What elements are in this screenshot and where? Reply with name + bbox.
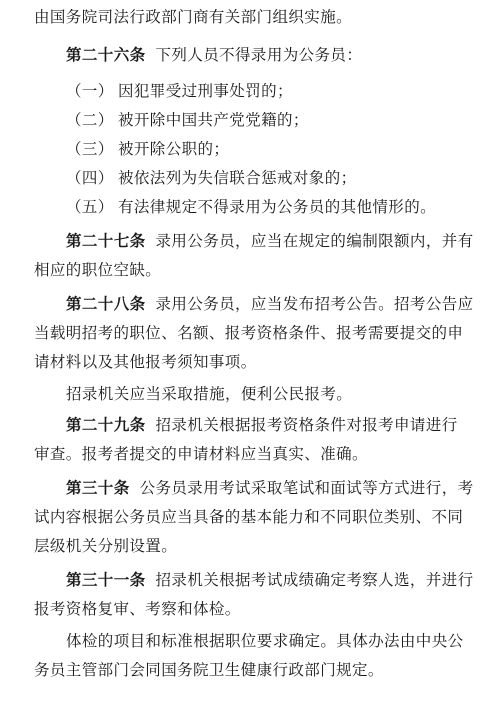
article-heading: 第二十六条 xyxy=(66,46,146,64)
article-heading: 第三十条 xyxy=(66,479,130,497)
list-item: （四） 被依法列为失信联合惩戒对象的； xyxy=(66,169,357,187)
article-heading: 第二十七条 xyxy=(66,232,146,250)
list-item: （二） 被开除中国共产党党籍的； xyxy=(66,111,309,129)
list-item: （三） 被开除公职的； xyxy=(66,140,230,158)
text-line: 相应的职位空缺。 xyxy=(34,261,162,279)
article-28: 第二十八条 录用公务员，应当发布招考公告。招考公告应 xyxy=(66,295,474,313)
article-29: 第二十九条 招录机关根据报考资格条件对报考申请进行 xyxy=(66,416,458,434)
text-line: 务员主管部门会同国务院卫生健康行政部门规定。 xyxy=(34,661,384,679)
article-30: 第三十条 公务员录用考试采取笔试和面试等方式进行，考 xyxy=(66,479,474,497)
list-item: （一） 因犯罪受过刑事处罚的； xyxy=(66,82,293,100)
text-line: 由国务院司法行政部门商有关部门组织实施。 xyxy=(34,8,353,26)
article-31: 第三十一条 招录机关根据考试成绩确定考察人选，并进行 xyxy=(66,571,474,589)
text-line: 层级机关分别设置。 xyxy=(34,537,178,555)
text-line: 招录机关应当采取措施，便利公民报考。 xyxy=(66,385,353,403)
text-line: 当载明招考的职位、名额、报考资格条件、报考需要提交的申 xyxy=(34,324,464,342)
article-text: 下列人员不得录用为公务员： xyxy=(155,46,363,64)
article-27: 第二十七条 录用公务员，应当在规定的编制限额内，并有 xyxy=(66,232,474,250)
text-line: 请材料以及其他报考须知事项。 xyxy=(34,353,257,371)
text-line: 试内容根据公务员应当具备的基本能力和不同职位类别、不同 xyxy=(34,508,464,526)
text-line: 审查。报考者提交的申请材料应当真实、准确。 xyxy=(34,445,368,463)
text-line: 体检的项目和标准根据职位要求确定。具体办法由中央公 xyxy=(66,632,464,650)
article-heading: 第二十九条 xyxy=(66,416,146,434)
article-26 xyxy=(66,44,470,66)
list-item: （五） 有法律规定不得录用为公务员的其他情形的。 xyxy=(66,198,437,216)
article-heading: 第二十八条 xyxy=(66,295,146,313)
text-line: 报考资格复审、考察和体检。 xyxy=(34,600,241,618)
article-heading: 第三十一条 xyxy=(66,571,146,589)
